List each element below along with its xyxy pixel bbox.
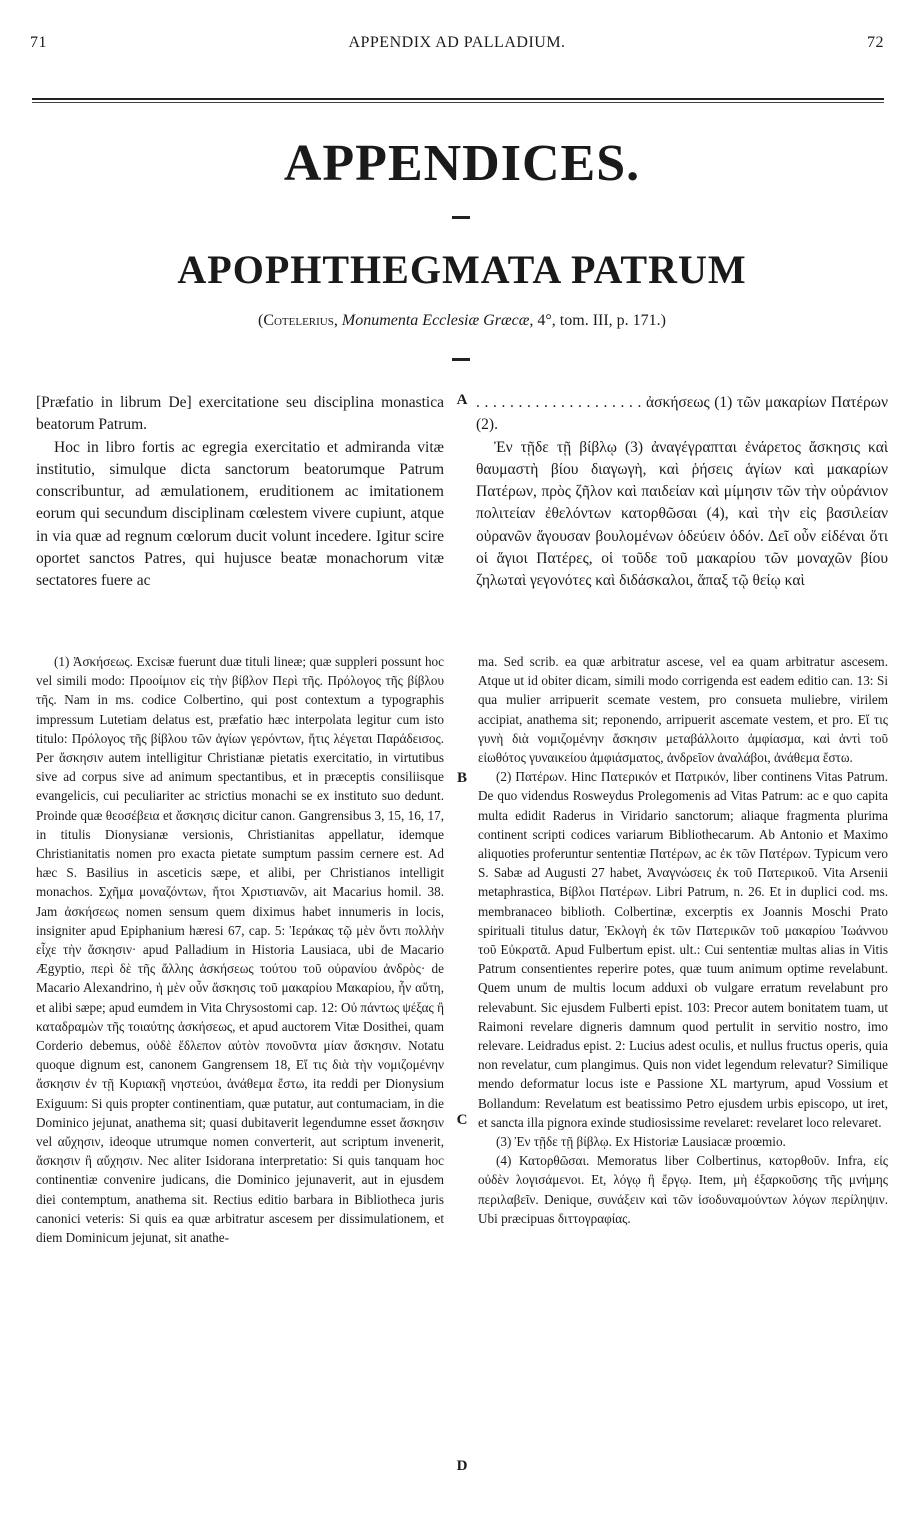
citation-work: Monumenta Ecclesiæ Græcæ, bbox=[341, 312, 534, 329]
left-page-number: 71 bbox=[30, 34, 47, 51]
citation-details: 4°, tom. III, p. 171.) bbox=[537, 312, 667, 329]
footnotes-right-column bbox=[478, 652, 888, 1228]
source-citation bbox=[0, 312, 924, 330]
greek-text-column bbox=[476, 392, 888, 593]
header-rule-thin bbox=[32, 102, 884, 103]
header-rule bbox=[32, 98, 884, 100]
greek-preface-body: Ἐν τῇδε τῇ βίβλῳ (3) ἀναγέγραπται ἐνάρετος ἄσκησις καὶ θαυμαστὴ βίου διαγωγὴ, καὶ ῥήσεις ἁγίων καὶ μακαρίων Πατέρων, πρὸς ζῆλον καὶ παιδείαν καὶ μίμησιν τῶν τὴν οὐράνιον πολιτείαν ἐθελόντων κατορθῶσαι (4), καὶ τὴν εἰς βασιλείαν οὐρανῶν ἄγουσαν βουλομένων ὁδεύειν ὁδόν. Δεῖ οὖν εἰδέναι ὅτι οἱ ἅγιοι Πατέρες, οἱ τοῦδε τοῦ μακαρίου τῶν μοναχῶν βίου ζηλωταὶ γεγονότες καὶ διδάσκαλοι, ἅπαξ τῷ θείῳ καὶ bbox=[476, 438, 888, 590]
latin-preface-heading: [Præfatio in librum De] exercitatione seu disciplina monastica beatorum Patrum. bbox=[36, 394, 444, 434]
latin-text-column bbox=[36, 392, 444, 593]
greek-preface-heading: . . . . . . . . . . . . . . . . . . . . ἀσκήσεως (1) τῶν μακαρίων Πατέρων (2). bbox=[476, 394, 888, 434]
citation-open: ( bbox=[257, 312, 264, 329]
right-page-number: 72 bbox=[867, 34, 884, 51]
footnotes-left-column bbox=[36, 652, 444, 1247]
citation-author: Cotelerius, bbox=[263, 312, 338, 329]
running-head bbox=[30, 34, 884, 58]
margin-marker-c: C bbox=[456, 1112, 468, 1128]
margin-marker-d: D bbox=[456, 1458, 468, 1474]
footnote-1: (1) Ἀσκήσεως. Excisæ fuerunt duæ tituli lineæ; quæ suppleri possunt hoc vel simili modo: Προοίμιον εἰς τὴν βίβλον Περὶ τῆς. Πρόλογος τῆς βίβλου τῆς. Nam in ms. codice Colbertino, qui post contextum a typographis impressum Lutetiam delatus est, præfatio hæc interpolata legitur cum isto titulo: Πρόλογος τῆς βίβλου τῶν ἁγίων γερόντων, ἥτις λέγεται Παράδεισος. Per ἄσκησιν autem intelligitur Christianæ pietatis exercitatio, in virtutibus sive ad corpus sive ad animum spectantibus, et in præceptis consiliisque evangelicis, cui peculiariter ac strictius monachi se ex instituto suo dedunt. Proinde quæ θεοσέβεια et ἄσκησις dicitur canon. Gangrensibus 3, 15, 16, 17, in titulis Dionysianæ versionis, Christianitas appellatur, idemque Christianitatis nomen pro exacta pietate sumptum passim cernere est. Ad hæc S. Basilius in asceticis sæpe, et alibi, per Christianos intelligit monachos. Σχῆμα μοναζόντων, ἤτοι Χριστιανῶν, ait Macarius homil. 38. Jam ἀσκήσεως nomen sensum quem diximus habet innumeris in locis, insigniter apud Epiphanium hæresi 67, cap. 5: Ἱεράκας τῷ μὲν ὄντι πολλὴν εἶχε τὴν ἄσκησιν· apud Palladium in Historia Lausiaca, ubi de Macario Ægyptio, περὶ δὲ τῆς ἄλλης ἀσκήσεως τούτου τοῦ οὐρανίου ἀνδρὸς· de Macario Alexandrino, ἡ μὲν οὖν ἄσκησις τοῦ μακαρίου Μακαρίου, ἦν αὕτη, et alibi sæpe; apud eumdem in Vita Chrysostomi cap. 12: Οὐ πάντως ψέξας ἢ καταδραμὼν τῆς τοιαύτης ἀσκήσεως, et apud auctorem Vitæ Dosithei, quam Corderio debemus, οὐδὲ ἔδλεπον αὐτὸν πονοῦντα μίαν ἄσκησιν. Notatu quoque dignum est, canonem Gangrensem 18, Εἴ τις διὰ τὴν νομιζομένην ἄσκησιν ἐν τῇ Κυριακῇ νηστεύοι, ἀνάθεμα ἔστω, ita reddi per Dionysium Exiguum: Si quis propter continentiam, quæ putatur, aut contumaciam, in die Dominico jejunat, anathema sit; quasi dubitaverit legendumne esset ἄσκησιν vel αὔχησιν, ideoque utrumque nomen converterit, aut scriptum invenerit, ἄσκησιν ἢ αὔχησιν. Nec aliter Isidorana interpretatio: Si quis tanquam hoc continentiæ convenire judicans, die Dominico jejunaverit, aut in ejusdem diei contemptum, anathema sit. Rectius editio barbara in Bibliotheca juris canonici veteris: Si quis ea quæ arbitratur ascesem per dissimulationem, et diem Dominicum jejunat, sit anathe- bbox=[36, 654, 444, 1246]
running-title: APPENDIX AD PALLADIUM. bbox=[348, 34, 566, 51]
section-subtitle: APOPHTHEGMATA PATRUM bbox=[177, 247, 747, 292]
title-divider bbox=[452, 216, 470, 219]
citation-divider bbox=[452, 358, 470, 361]
footnote-3: (3) Ἐν τῇδε τῇ βίβλῳ. Ex Historiæ Lausiacæ proœmio. bbox=[496, 1134, 786, 1150]
footnote-2: (2) Πατέρων. Hinc Πατερικόν et Πατρικόν, liber continens Vitas Patrum. De quo videndus Rosweydus Prolegomenis ad Vitas Patrum: ac e quo capita multa edidit Raderus in Viridario sanctorum; aliaque fragmenta plurima continent scripti codices variarum Bibliothecarum. Ab Antonio et Maximo aliquoties proferuntur sententiæ Πατέρων, ac ἐκ τῶν Πατέρων. Typicum vero S. Sabæ ad Augusti 27 habet, Ἀναγνώσεις ἐκ τοῦ Πατερικοῦ. Vita Arsenii metaphrastica, Βίβλοι Πατέρων. Libri Patrum, n. 26. Et in duplici cod. ms. membranaceo biblioth. Colbertinæ, excerptis ex Joannis Moschi Prato spirituali titulus datur, Ἐκλογὴ ἐκ τῶν Πατερικῶν τοῦ μακαρίου Ἰωάννου τοῦ Εὐκρατᾶ. Apud Fulbertum epist. ult.: Cui sententiæ multas alias in Vitis Patrum consentientes reperire potes, quæ tuum animum optime revelabunt. Quem unum de multis locum adduxi ob vulgare erratum revelabunt pro relevabunt. Sic ejusdem Fulberti epist. 103: Precor autem bonitatem tuam, ut Raimoni revelare digneris damnum quod pertulit in servitio nostro, imo relevare. Leidradus epist. 2: Lucius adest oculis, et nullus fructus operis, quia non revelatur, cum plangimus. Quis non videt legendum relevatur? Similique mendo deformatur locus iste e Passione XL martyrum, apud Vossium et Bollandum: Revelatum est beatissimo Petro ejusdem urbis episcopo, ut iret, et sancta illa pignora exinde studiosissime revelaret: revelaret loco relevaret. bbox=[478, 769, 888, 1130]
page-title: APPENDICES. bbox=[283, 135, 641, 192]
margin-marker-b: B bbox=[456, 770, 467, 786]
latin-preface-body: Hoc in libro fortis ac egregia exercitatio et admiranda vitæ institutio, simulque dicta sanctorum beatorumque Patrum conscribuntur, ad æmulationem, eruditionem ac imitationem eorum qui secundum disciplinam cœlestem vivere cupiunt, atque in via quæ ad regnum cœlorum ducit volunt incedere. Igitur scire oportet sanctos Patres, qui hujusce beatæ monachorum vitæ sectatores fuere ac bbox=[36, 438, 444, 590]
footnote-1-continued: ma. Sed scrib. ea quæ arbitratur ascese, vel ea quam arbitratur ascesem. Atque ut id obiter dicam, simili modo corrigenda est eadem editio can. 13: Si qua mulier arripuerit scemate vestem, pro consueta muliebre, virilem accipiat, anathema sit; reponendo, arripuerit ascemate vestem, et pro. Εἴ τις γυνὴ διὰ νομιζομένην ἄσκησιν μεταβάλλοιτο ἀμφίασμα, καὶ ἀντὶ τοῦ εἰωθότος γυναικείου ἀμφιάσματος, ἀνδρεῖον ἀναλάβοι, ἀνάθεμα ἔστω. bbox=[478, 654, 888, 766]
footnote-4: (4) Κατορθῶσαι. Memoratus liber Colbertinus, κατορθοῦν. Infra, εἰς οὐδὲν λογισάμενοι. Et, λόγῳ ἢ ἔργῳ. Item, μὴ ἐξαρκοῦσης τῆς μνήμης περιλαβεῖν. Denique, συνάξειν καὶ τῶν ἰσοδυναμούντων λόγων περίληψιν. Ubi præcipuas διττογραφίας. bbox=[478, 1153, 888, 1226]
margin-marker-a: A bbox=[456, 392, 468, 408]
